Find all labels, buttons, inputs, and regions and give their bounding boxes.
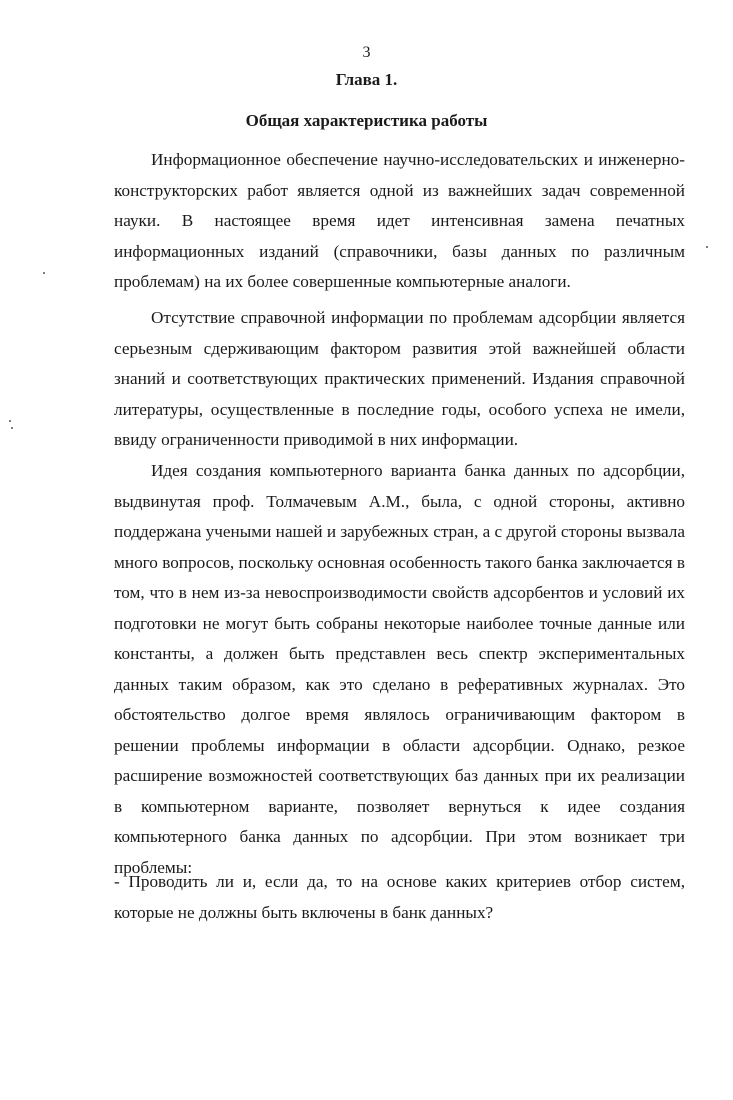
chapter-heading: Глава 1. [335,70,398,89]
page-number: 3 [362,44,371,61]
paragraph-database-idea: Идея создания компьютерного варианта банка данных по адсорбции, выдвинутая проф. Толмачевым А.М., была, с одной стороны, активно поддержана учеными нашей и зарубежных стран, а с другой стороны вызвала много вопросов, поскольку основная особенность такого банка заключается в том, что в нем из-за невоспроизводимости свойств адсорбентов и условий их подготовки не могут быть собраны некоторые наиболее точные данные или константы, а должен быть представлен весь спектр экспериментальных данных таким образом, как это сделано в реферативных журналах. Это обстоятельство долгое время являлось ограничивающим фактором в решении проблемы информации в области адсорбции. Однако, резкое расширение возможностей соответствующих баз данных при их реализации в компьютерном варианте, позволяет вернуться к идее создания компьютерного банка данных по адсорбции. При этом возникает три проблемы: [114,461,685,877]
paragraph-information-support: Информационное обеспечение научно-исследовательских и инженерно-конструкторских работ является одной из важнейших задач современной науки. В настоящее время идет интенсивная замена печатных информационных изданий (справочники, базы данных по различным проблемам) на их более совершенные компьютерные аналоги. [114,150,685,291]
scan-speck [706,246,708,248]
list-item-selection-criteria: - Проводить ли и, если да, то на основе каких критериев отбор систем, которые не должны быть включены в банк данных? [114,872,685,922]
paragraph-lack-of-reference-info: Отсутствие справочной информации по проблемам адсорбции является серьезным сдерживающим фактором развития этой важнейшей области знаний и соответствующих практических применений. Издания справочной литературы, осуществленные в последние годы, особого успеха не имели, ввиду ограниченности приводимой в них информации. [114,308,685,449]
section-title: Общая характеристика работы [245,111,488,130]
scan-speck [9,420,11,422]
scan-speck [43,272,45,274]
scan-speck [11,427,13,429]
